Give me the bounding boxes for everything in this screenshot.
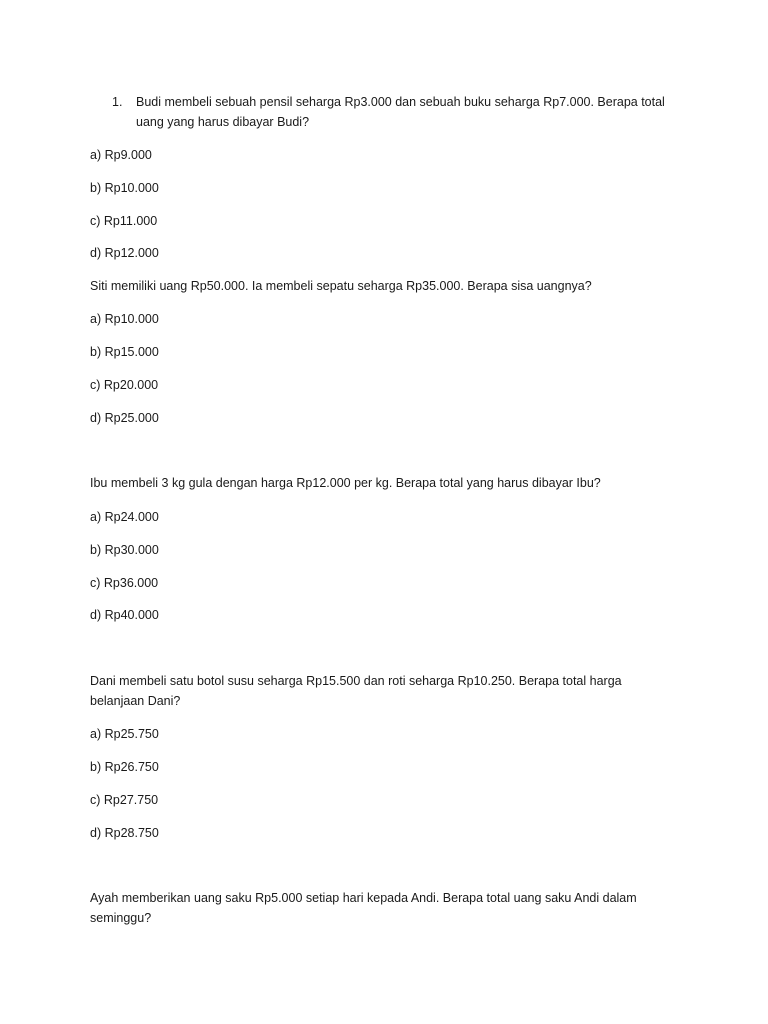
option-b: b) Rp10.000 xyxy=(90,181,159,195)
option-b: b) Rp15.000 xyxy=(90,345,159,359)
option-b: b) Rp26.750 xyxy=(90,760,159,774)
option-d: d) Rp25.000 xyxy=(90,411,159,425)
question-5-text: Ayah memberikan uang saku Rp5.000 setiap hari kepada Andi. Berapa total uang saku Andi dalam seminggu? xyxy=(90,891,637,925)
option-c: c) Rp20.000 xyxy=(90,378,159,392)
question-1 xyxy=(112,92,672,132)
option-a: a) Rp24.000 xyxy=(90,510,159,524)
option-a: a) Rp9.000 xyxy=(90,148,152,162)
option-d: d) Rp12.000 xyxy=(90,246,159,260)
question-4-text: Dani membeli satu botol susu seharga Rp15.500 dan roti seharga Rp10.250. Berapa total harga belanjaan Dani? xyxy=(90,674,622,708)
question-3-text: Ibu membeli 3 kg gula dengan harga Rp12.000 per kg. Berapa total yang harus dibayar Ibu? xyxy=(90,476,601,490)
option-d: d) Rp28.750 xyxy=(90,826,159,840)
option-a: a) Rp25.750 xyxy=(90,727,159,741)
option-c: c) Rp27.750 xyxy=(90,793,159,807)
question-text: Budi membeli sebuah pensil seharga Rp3.000 dan sebuah buku seharga Rp7.000. Berapa total uang yang harus dibayar Budi? xyxy=(136,95,665,129)
option-c: c) Rp36.000 xyxy=(90,576,159,590)
option-b: b) Rp30.000 xyxy=(90,543,159,557)
option-c: c) Rp11.000 xyxy=(90,214,158,228)
question-2-text: Siti memiliki uang Rp50.000. Ia membeli sepatu seharga Rp35.000. Berapa sisa uangnya? xyxy=(90,279,592,293)
option-a: a) Rp10.000 xyxy=(90,312,159,326)
question-number: 1. xyxy=(112,95,123,109)
option-d: d) Rp40.000 xyxy=(90,608,159,622)
